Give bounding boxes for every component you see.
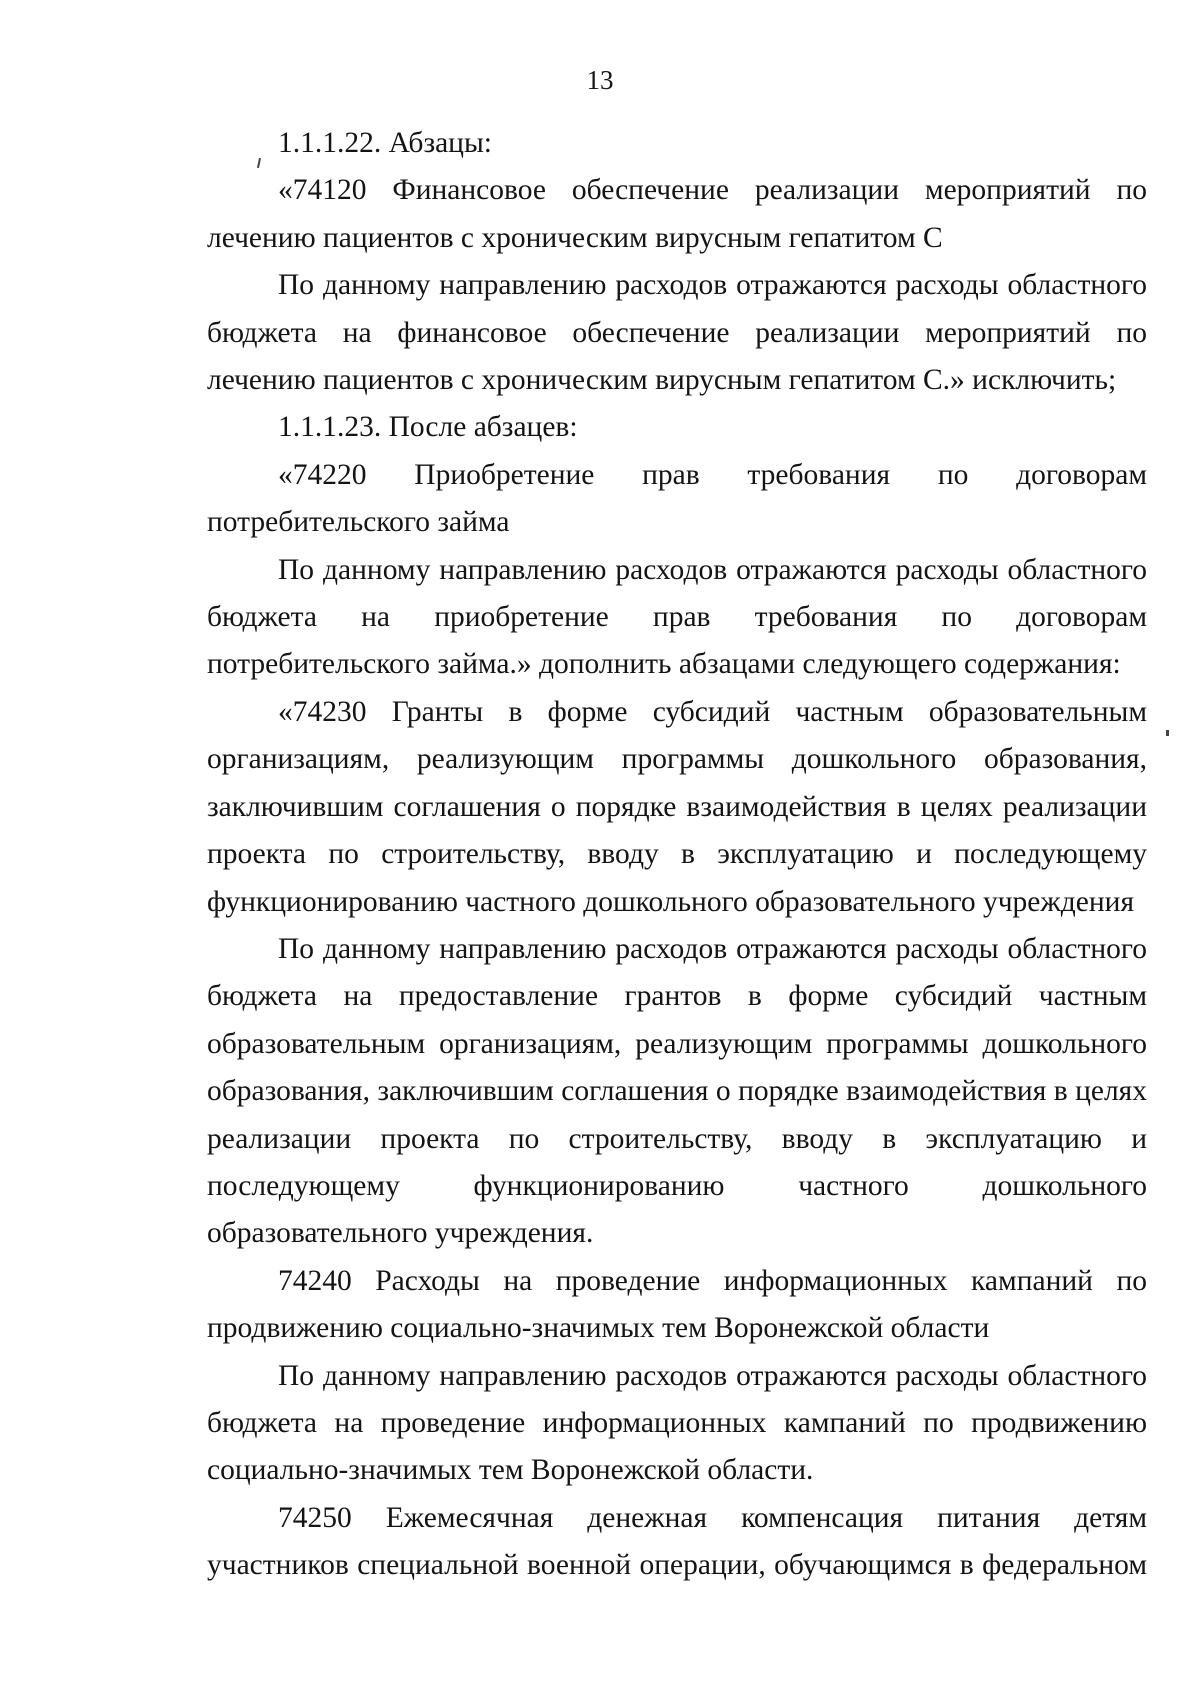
code-74240-title: 74240 Расходы на проведение информационных кампаний по продвижению социально-значимых тем Воронежской области	[207, 1264, 1147, 1345]
paragraph-item-1-1-1-23: 1.1.1.23. После абзацев:	[278, 411, 578, 444]
paragraph-74220-description: По данному направлению расходов отражаются расходы областного бюджета на приобретение прав требования по договорам потребительского займа.» дополнить абзацами следующего содержания:	[207, 553, 1147, 681]
quoted-code-74120-title: «74120 Финансовое обеспечение реализации мероприятий по лечению пациентов с хроническим вирусным гепатитом С	[207, 174, 1147, 254]
document-body	[207, 120, 1147, 1590]
paragraph-74120-description: По данному направлению расходов отражаются расходы областного бюджета на финансовое обеспечение реализации мероприятий по лечению пациентов с хроническим вирусным гепатитом С.» исключить;	[207, 269, 1147, 397]
code-74250-title: 74250 Ежемесячная денежная компенсация питания детям участников специальной военной операции, обучающимся в федеральном	[207, 1501, 1147, 1582]
paragraph-74230-description: По данному направлению расходов отражаются расходы областного бюджета на предоставление грантов в форме субсидий частным образовательным организациям, реализующим программы дошкольного образования, заключившим соглашения о порядке взаимодействия в целях реализации проекта по строительству, вводу в эксплуатацию и последующему функционированию частного дошкольного образовательного учреждения.	[207, 932, 1147, 1250]
paragraph-74240-description: По данному направлению расходов отражаются расходы областного бюджета на проведение информационных кампаний по продвижению социально-значимых тем Воронежской области.	[207, 1359, 1147, 1487]
quoted-code-74230-title: «74230 Гранты в форме субсидий частным образовательным организациям, реализующим программы дошкольного образования, заключившим соглашения о порядке взаимодействия в целях реализации проекта по строительству, вводу в эксплуатацию и последующему функционированию частного дошкольного образовательного учреждения	[207, 695, 1147, 918]
paragraph-item-1-1-1-22: 1.1.1.22. Абзацы:	[278, 127, 492, 159]
scan-artifact-mark	[1166, 730, 1169, 736]
quoted-code-74220-title: «74220 Приобретение прав требования по договорам потребительского займа	[207, 458, 1147, 539]
page-number: 13	[586, 65, 614, 95]
